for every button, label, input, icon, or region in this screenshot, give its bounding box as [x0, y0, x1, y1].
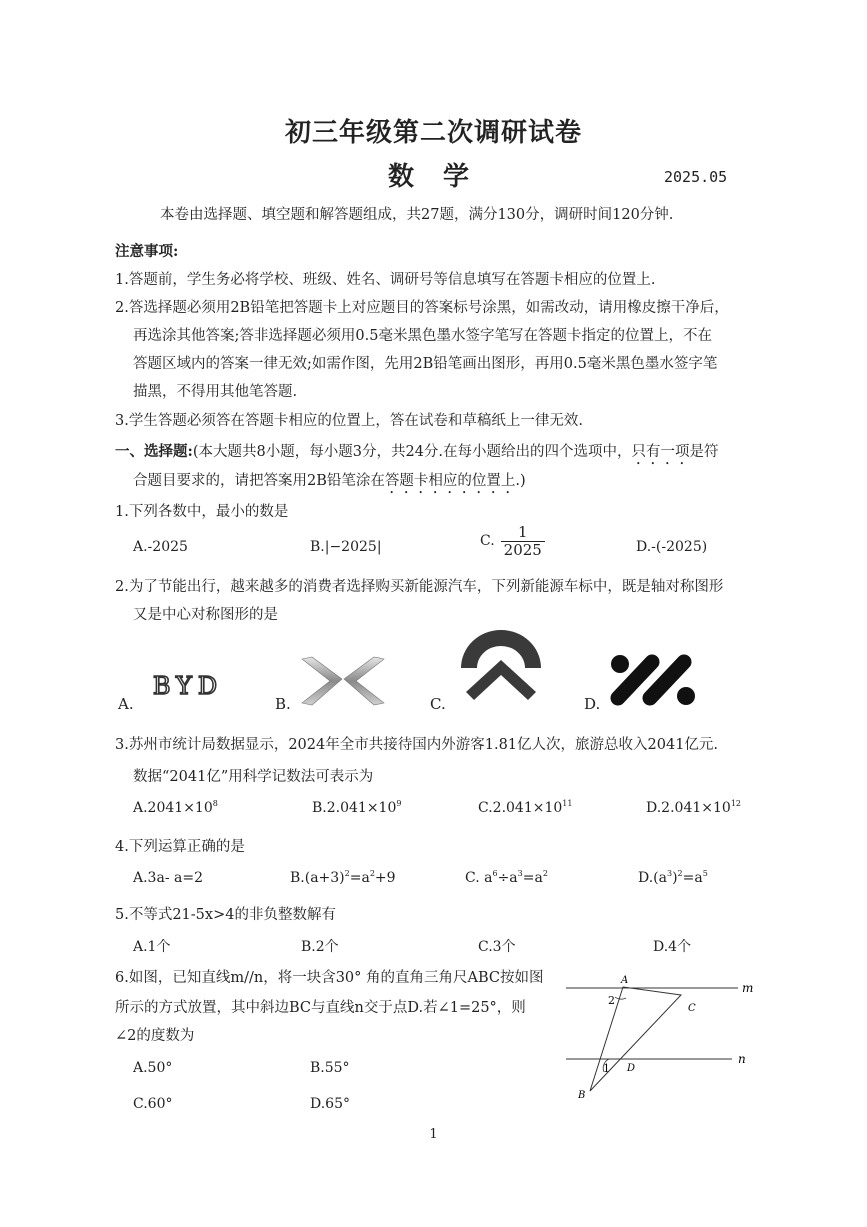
xpeng-logo-icon — [300, 655, 386, 707]
q5-option-b: B.2个 — [301, 939, 339, 955]
q4-option-a: A.3a- a=2 — [133, 870, 203, 886]
q3-stem-2: 数据“2041亿”用科学记数法可表示为 — [133, 769, 374, 785]
notice-heading: 注意事项: — [115, 243, 179, 260]
notice-item-3: 3.学生答题必须答在答题卡相应的位置上，答在试卷和草稿纸上一律无效. — [115, 413, 583, 429]
q3-option-d — [646, 800, 741, 816]
subject-title: 数 学 — [387, 162, 480, 192]
q2-label-c: C. — [430, 695, 446, 713]
q4-option-d — [638, 870, 708, 886]
notice-item-2-cont-1: 再选涂其他答案;答非选择题必须用0.5毫米黑色墨水签字笔写在答题卡指定的位置上，不在 — [133, 328, 712, 344]
q5-stem: 5.不等式21-5x>4的非负整数解有 — [115, 907, 336, 923]
q4-c-exp2: 3 — [517, 869, 523, 878]
q3-a-base: A.2041×10 — [133, 800, 213, 816]
section1-text-3: 合题目要求的，请把答案用2B铅笔涂在 — [133, 473, 385, 489]
exam-intro: 本卷由选择题、填空题和解答题组成，共27题，满分130分，调研时间120分钟. — [160, 207, 674, 223]
q4-stem: 4.下列运算正确的是 — [115, 839, 245, 855]
notice-item-2-cont-3: 描黑，不得用其他笔答题. — [133, 384, 298, 400]
q1-option-a: A.-2025 — [133, 539, 188, 555]
point-a-label: A — [621, 975, 629, 986]
q6-stem-1: 6.如图，已知直线m//n，将一块含30° 角的直角三角尺ABC按如图 — [115, 970, 544, 986]
stripes-logo-icon — [608, 652, 698, 708]
q5-option-c: C.3个 — [478, 939, 516, 955]
q1-stem: 1.下列各数中，最小的数是 — [115, 504, 289, 520]
q4-c-exp3: 2 — [542, 869, 548, 878]
section1-emph-1: 只有一项 — [631, 444, 690, 460]
q4-d-3: =a — [682, 870, 703, 886]
notice-item-2-cont-2: 答题区域内的答案一律无效;如需作图，先用2B铅笔画出图形，再用0.5毫米黑色墨水签字笔 — [133, 356, 718, 372]
angle-2-arc — [615, 997, 626, 999]
q1-option-b: B.|−2025| — [310, 539, 382, 555]
q2-label-a: A. — [118, 695, 134, 713]
line-n-label: n — [738, 1052, 746, 1066]
q2-label-d: D. — [584, 695, 601, 713]
q4-d-exp2: 2 — [677, 869, 683, 878]
q4-c-2: ÷a — [497, 870, 518, 886]
q4-d-exp1: 3 — [666, 869, 673, 878]
angle-1-label: 1 — [603, 1062, 610, 1075]
q5-option-d: D.4个 — [653, 939, 692, 955]
line-m-label: m — [742, 981, 754, 995]
q4-b-exp2: 2 — [369, 869, 375, 878]
q2-label-b: B. — [275, 695, 291, 713]
q1-option-c — [480, 524, 545, 558]
q3-b-exp: 9 — [396, 799, 402, 808]
page-number: 1 — [429, 1127, 438, 1142]
section1-text-4: .) — [515, 473, 526, 489]
q4-d-2: ) — [672, 870, 678, 886]
q1-c-denominator: 2025 — [503, 540, 542, 559]
q3-b-base: B.2.041×10 — [312, 800, 397, 816]
section1-emph-2: 答题卡相应的位置上 — [384, 473, 516, 489]
q4-d-exp3: 5 — [702, 869, 708, 878]
section1-line1 — [115, 440, 719, 468]
notice-item-2: 2.答选择题必须用2B铅笔把答题卡上对应题目的答案标号涂黑，如需改动，请用橡皮擦干净后， — [115, 300, 729, 316]
q4-b-3: +9 — [374, 870, 396, 886]
q4-d-1: D.(a — [638, 870, 667, 886]
q4-option-b — [290, 870, 396, 886]
q3-a-exp: 8 — [212, 799, 218, 808]
byd-logo-text: BYD — [152, 672, 224, 700]
q4-c-3: =a — [522, 870, 543, 886]
q4-b-exp1: 2 — [344, 869, 350, 878]
notice-item-1: 1.答题前，学生务必将学校、班级、姓名、调研号等信息填写在答题卡相应的位置上. — [115, 272, 656, 288]
q6-option-a: A.50° — [133, 1060, 173, 1076]
q6-option-d: D.65° — [310, 1096, 350, 1112]
exam-date: 2025.05 — [664, 168, 728, 186]
q5-option-a: A.1个 — [133, 939, 171, 955]
q3-c-base: C.2.041×10 — [478, 800, 563, 816]
section1-text-2: 是符 — [689, 444, 719, 460]
q4-option-c — [465, 870, 548, 886]
q6-stem-2: 所示的方式放置，其中斜边BC与直线n交于点D.若∠1=25°，则 — [115, 1000, 526, 1016]
point-d-label: D — [627, 1063, 636, 1074]
q4-c-exp1: 6 — [492, 869, 498, 878]
q6-stem-3: ∠2的度数为 — [115, 1028, 195, 1044]
q3-stem-1: 3.苏州市统计局数据显示，2024年全市共接待国内外游客1.81亿人次，旅游总收入2041亿元. — [115, 737, 719, 753]
section1-text-1: (本大题共8小题，每小题3分，共24分.在每小题给出的四个选项中， — [192, 444, 632, 460]
q1-option-c-fraction — [501, 524, 545, 558]
q3-d-base: D.2.041×10 — [646, 800, 731, 816]
q3-option-a — [133, 800, 218, 816]
exam-title: 初三年级第二次调研试卷 — [284, 118, 582, 148]
q1-option-c-label: C. — [480, 533, 495, 549]
triangle-abc — [590, 987, 681, 1091]
q4-b-1: B.(a+3) — [290, 870, 345, 886]
nio-logo-icon — [460, 630, 542, 706]
q3-c-exp: 11 — [562, 799, 573, 808]
q6-figure — [560, 968, 760, 1108]
section1-heading: 一、选择题: — [115, 443, 193, 460]
byd-logo-icon — [146, 672, 230, 700]
q3-option-c — [478, 800, 572, 816]
point-b-label: B — [578, 1090, 586, 1101]
q6-option-c: C.60° — [133, 1096, 173, 1112]
q4-c-1: C. a — [465, 870, 493, 886]
q1-c-numerator: 1 — [501, 524, 545, 542]
q2-stem-1: 2.为了节能出行，越来越多的消费者选择购买新能源汽车，下列新能源车标中，既是轴对称图形 — [115, 579, 724, 595]
q3-option-b — [312, 800, 401, 816]
q2-stem-2: 又是中心对称图形的是 — [133, 607, 278, 623]
q3-d-exp: 12 — [730, 799, 741, 808]
angle-2-label: 2 — [608, 994, 615, 1007]
q6-option-b: B.55° — [310, 1060, 350, 1076]
q1-option-d: D.-(-2025) — [636, 539, 708, 555]
q4-b-2: =a — [349, 870, 370, 886]
section1-line2 — [133, 469, 526, 497]
point-c-label: C — [688, 1003, 696, 1014]
